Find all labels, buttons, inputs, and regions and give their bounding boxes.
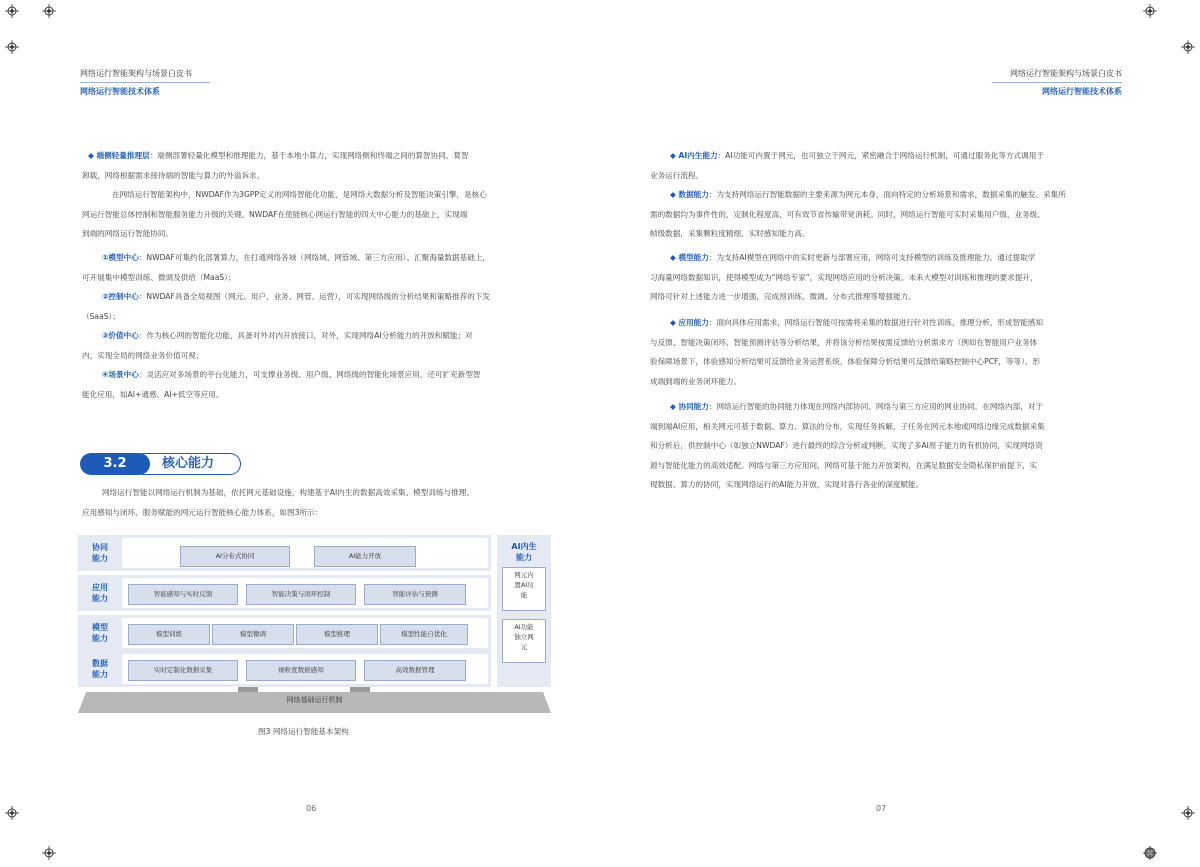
paragraph: ◆ 协同能力：网络运行智能的协同能力体现在网络内部协同、网络与第三方应用的网业协同。在网络内部，对于 端到端AI应用，相关网元可基于数据、算力、算法的分布，实现任务拆解，子任务在网元本地或网络边缘完成数据采集 和分析后，供控制中心（如独立NWDAF）进行最终的综合分析或判断，实现了多AI原子能力的有机协同，实现网络资 源与智能化能力的高效适配。网络与第三方应用间，网络可基于能力开放架构，在满足数据安全隐私保护前提下，实 现数据、算力的协同，实现网络运行的AI能力开放，实现对各行各业的深度赋能。 [650, 402, 1045, 489]
diagram-box: 智能评估与预测 [364, 584, 466, 605]
header-title: 网络运行智能架构与场景白皮书 [80, 69, 192, 78]
bullet-icon: ◆ [670, 151, 679, 160]
bullet-icon: ◆ [670, 402, 679, 411]
paragraph: ◆ 应用能力：面向具体应用需求，网络运行智能可按需将采集的数据进行针对性训练、推理分析，形成智能感知 与反馈、智能决策闭环、智能预测评估等分析结果，并将该分析结果按需反馈给分析需求方（例如在智能用户业务体 验保障场景下，体验感知分析结果可反馈给业务运营系统，体验保障分析结果可反馈给策略控制中心PCF，等等），形 成端到端的业务闭环能力。 [650, 318, 1043, 386]
bullet-icon: ◆ [88, 151, 97, 160]
band-label: 应用 能力 [92, 583, 108, 603]
header-subtitle: 网络运行智能技术体系 [80, 87, 160, 96]
band-label: 协同 能力 [92, 543, 108, 563]
paragraph: 网络运行智能以网络运行机制为基础，依托网元基础设施，构建基于AI内生的数据高效采集、模型训练与推理、 应用感知与闭环、服务赋能的网元运行智能核心能力体系，如图3所示： [82, 488, 474, 517]
band-data [78, 651, 491, 687]
architecture-diagram [78, 535, 551, 715]
header-rule [80, 82, 210, 83]
diagram-box: 模型推理 [296, 624, 378, 645]
paragraph: 在网络运行智能架构中，NWDAF作为3GPP定义的网络智能化功能，是网络大数据分析及智能决策引擎，是核心 网运行智能总体控制和智能服务能力升级的关键。NWDAF在使能核心网运行智能的四大中心能力的基础上，实现端 到端的网络运行智能协同。 [82, 190, 487, 238]
band-collab [78, 535, 491, 571]
diagram-box: 细粒度数据感知 [246, 660, 356, 681]
band-label: 模型 能力 [92, 623, 108, 643]
figure-caption: 图3 网络运行智能基本架构 [258, 727, 349, 736]
diagram-box: 模型训练 [128, 624, 210, 645]
diagram-box: 智能决策与闭环控制 [246, 584, 356, 605]
band-model [78, 615, 491, 651]
right-page [600, 0, 1200, 867]
side-panel [497, 535, 551, 687]
header-subtitle: 网络运行智能技术体系 [1042, 87, 1122, 96]
diagram-box: 模型微调 [212, 624, 294, 645]
section-title: 核心能力 [142, 453, 241, 475]
bullet-icon: ◆ [670, 190, 679, 199]
header-rule [992, 82, 1122, 83]
paragraph: ①模型中心：NWDAF可集约化部署算力，在打通网络各域（网络域、网管域、第三方应用）、汇聚海量数据基础上， 可开展集中模型训练、微调及供给（MaaS）； ②控制中心：NWDAF具备全局视图（网元、用户、业务、网管、运营），可实现网络级的分析结果和策略推荐的下发 （SaaS）； ③价值中心：作为核心网的智能化功能，具备对外对内开放接口，对外，实现网络AI分析能力的开放和赋能；对 内，实现全局的网络业务价值可视； ④场景中心：灵活应对多场景的平台化能力，可支撑业务级、用户级、网络级的智能化场景应用，还可扩充新型智 能化应用，如AI+通感、AI+低空等应用。 [82, 253, 491, 399]
diagram-box: 实时定制化数据采集 [128, 660, 238, 681]
bullet-icon: ◆ [670, 253, 679, 262]
band-application [78, 575, 491, 611]
header-title: 网络运行智能架构与场景白皮书 [1010, 69, 1122, 78]
paragraph: ◆ 模型能力：为支持AI模型在网络中的实时更新与部署应用，网络可支持模型的训练及推理能力。通过提取学 习海量网络数据知识，使得模型成为“网络专家”，实现网络应用的分析决策。未来大模型对训练和推理的要求提升， 网络可针对上述能力进一步增强，完成预训练、微调、分布式推理等增强能力。 [650, 253, 1038, 301]
diagram-box: AI能力开放 [314, 546, 416, 567]
band-label: 数据 能力 [92, 659, 108, 679]
page-number: 07 [876, 804, 887, 813]
side-box: 网元内 置AI功 能 [502, 567, 546, 611]
diagram-box: AI分布式协同 [180, 546, 290, 567]
paragraph: ◆ 端侧轻量推理层：端侧部署轻量化模型和推理能力，基于本地小算力，实现网络侧和终端之间的算智协同、算智 卸载，网络根据需求接待端的智能与算力的外溢诉求。 [82, 151, 469, 180]
diagram-box: 智能感知与实时反馈 [128, 584, 238, 605]
bullet-icon: ◆ [670, 318, 679, 327]
side-title: AI内生 能力 [511, 542, 537, 562]
section-heading [80, 453, 242, 475]
diagram-box: 模型性能自优化 [380, 624, 468, 645]
page-number: 06 [306, 804, 317, 813]
paragraph: ◆ 数据能力：为支持网络运行智能数据的主要来源为网元本身，面向特定的分析场景和需求，数据采集的触发、采集所 需的数据均为事件性的，定制化程度高，可有效节省传输带宽消耗。同时，网络运行智能可实时采集用户级、业务级、 帧级数据，采集颗粒度精细，实时感知能力高。 [650, 190, 1066, 238]
paragraph: ◆ AI内生能力：AI功能可内置于网元，也可独立于网元，紧密融合于网络运行机制，可通过服务化等方式调用于 业务运行流程。 [650, 151, 1044, 180]
base-label: 网络基础运行机制 [286, 696, 343, 704]
diagram-box: 高效数据管理 [364, 660, 466, 681]
section-number: 3.2 [80, 453, 150, 475]
side-box: AI功能 独立网 元 [502, 619, 546, 663]
